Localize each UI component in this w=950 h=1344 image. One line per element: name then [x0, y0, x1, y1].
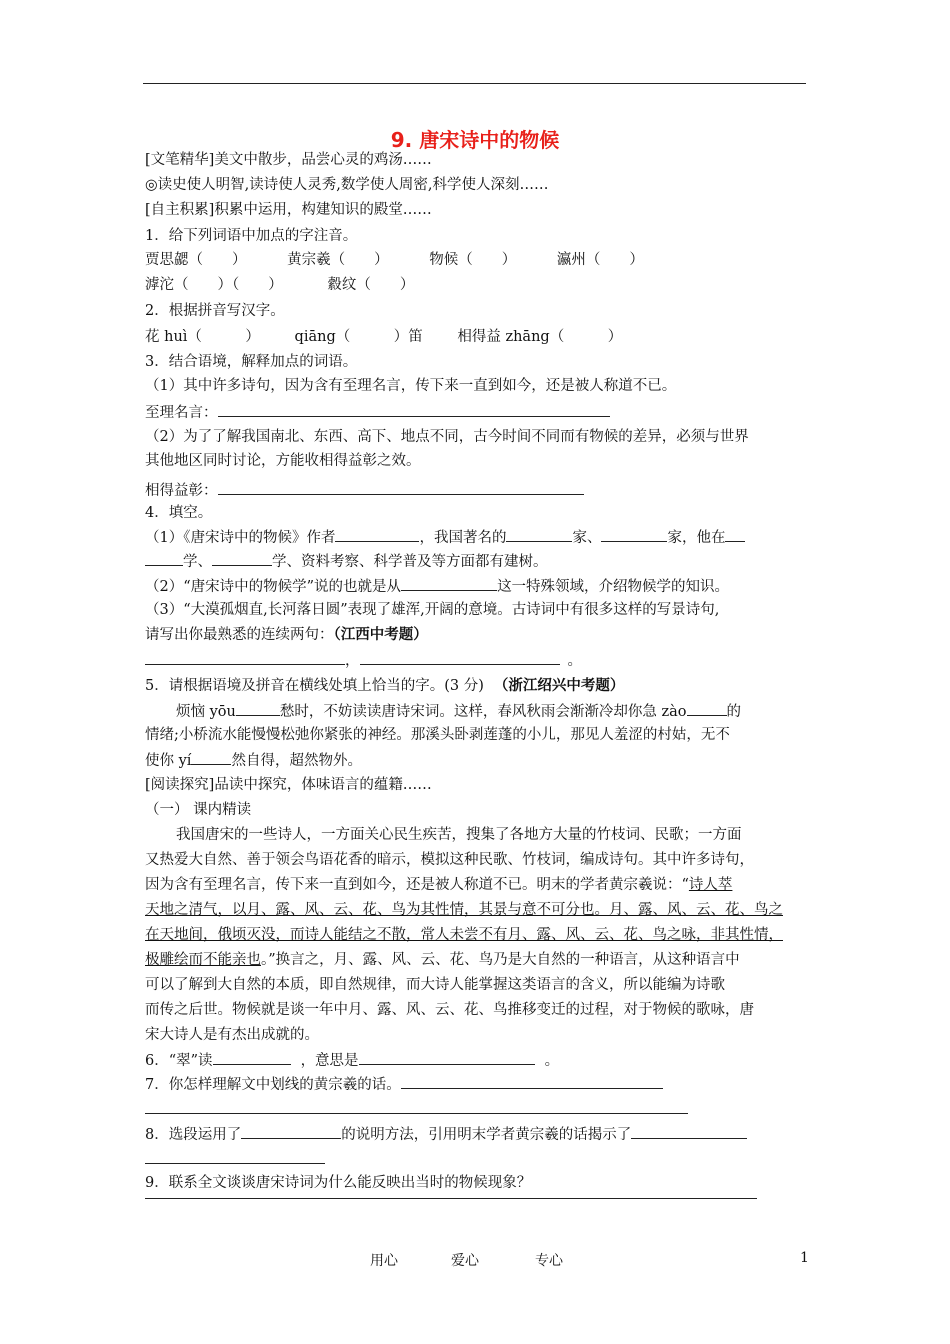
q9: 9．联系全文谈谈唐宋诗词为什么能反映出当时的物候现象？ [145, 1175, 532, 1191]
q3-sentence-2b: 其他地区同时讨论，方能收相得益彰之效。 [145, 453, 421, 469]
answer-blank[interactable] [212, 551, 272, 566]
exam-source-tag: （江西中考题） [333, 626, 428, 643]
answer-blank[interactable] [145, 551, 183, 566]
section-writing: [文笔精华]美文中散步，品尝心灵的鸡汤…… [145, 152, 432, 168]
q1-word-5: 滹沱（ ）（ ） [145, 277, 283, 293]
passage-line: 因为含有至理名言，传下来一直到如今，还是被人称道不已。明末的学者黄宗羲说：“诗人萃 [145, 877, 733, 893]
exam-source-tag: （浙江绍兴中考题） [493, 677, 625, 694]
q3-stem: 3．结合语境，解释加点的词语。 [145, 354, 358, 370]
answer-blank[interactable] [725, 527, 745, 542]
q2-items [145, 327, 622, 347]
page-number: 1 [800, 1250, 809, 1266]
q1-stem: 1．给下列词语中加点的字注音。 [145, 228, 358, 244]
q4-item-2: （2）“唐宋诗中的物候学”说的也就是从 这一特殊领域，介绍物候学的知识。 [145, 576, 729, 597]
q5-text-1: 烦恼 yōu 愁时，不妨读读唐诗宋词。这样，春风秋雨会渐渐冷却你急 zào 的 [176, 701, 741, 722]
answer-blank[interactable] [601, 527, 667, 542]
answer-line[interactable] [145, 1113, 688, 1114]
header-rule [143, 83, 806, 84]
q1-word-2: 黄宗羲（ ） [287, 252, 389, 268]
q1-word-1: 贾思勰（ ） [145, 252, 247, 268]
passage-line: 而传之后世。物候就是谈一年中月、露、风、云、花、鸟推移变迁的过程，对于物候的歌咏，唐 [145, 1002, 754, 1018]
q2-stem: 2．根据拼音写汉字。 [145, 303, 285, 319]
underlined-quote: 极雕绘而不能亲也 [145, 952, 261, 968]
section-reading: [阅读探究]品读中探究，体味语言的蕴籍…… [145, 777, 432, 793]
answer-blank[interactable] [236, 701, 280, 716]
answer-blank[interactable] [218, 402, 610, 417]
q3-sentence-2a: （2）为了了解我国南北、东西、高下、地点不同，古今时间不同而有物候的差异，必须与世界 [145, 429, 749, 445]
passage-line: 宋大诗人是有杰出成就的。 [145, 1027, 319, 1043]
q3-sentence-1: （1）其中许多诗句，因为含有至理名言，传下来一直到如今，还是被人称道不已。 [145, 378, 677, 394]
q5-text-3: 使你 yí 然自得，超然物外。 [145, 750, 362, 771]
answer-blank[interactable] [401, 576, 497, 591]
page-title: 9. 唐宋诗中的物候 [390, 128, 560, 152]
passage-line: 又热爱大自然、善于领会鸟语花香的暗示，模拟这种民歌、竹枝词，编成诗句。其中许多诗句， [145, 852, 754, 868]
q1-words-row2 [145, 275, 414, 295]
answer-blank[interactable] [213, 1050, 291, 1065]
passage-line: 我国唐宋的一些诗人，一方面关心民生疾苦，搜集了各地方大量的竹枝词、民歌；一方面 [176, 827, 742, 843]
footer-motto-3: 专心 [535, 1253, 563, 1269]
q3-label-1: 至理名言： [145, 402, 610, 423]
q4-item-3c: ， 。 [145, 650, 582, 671]
underlined-quote: 诗人萃 [688, 877, 733, 893]
answer-blank[interactable] [218, 480, 584, 495]
quote-line: ◎读史使人明智,读诗使人灵秀,数学使人周密,科学使人深刻…… [145, 177, 549, 193]
q3-label-2: 相得益彰： [145, 480, 584, 501]
answer-line[interactable] [145, 1163, 325, 1164]
answer-blank[interactable] [145, 650, 345, 665]
answer-line[interactable] [145, 1198, 757, 1199]
subsection-intensive: （一） 课内精读 [145, 802, 252, 818]
q2-item-2: qiāng（ ）笛 [294, 329, 423, 345]
answer-blank[interactable] [631, 1124, 747, 1139]
q4-stem: 4．填空。 [145, 505, 213, 521]
q4-item-1a: （1）《唐宋诗中的物候》作者 ，我国著名的 家、 家，他在 [145, 527, 745, 548]
answer-blank[interactable] [360, 650, 560, 665]
q2-item-3: 相得益 zhāng（ ） [457, 329, 623, 345]
answer-blank[interactable] [241, 1124, 341, 1139]
q1-words-row1 [145, 250, 644, 270]
q5-stem: 5．请根据语境及拼音在横线处填上恰当的字。(3 分) （浙江绍兴中考题） [145, 677, 625, 694]
answer-blank[interactable] [191, 750, 231, 765]
q4-item-3b: 请写出你最熟悉的连续两句：（江西中考题） [145, 626, 428, 643]
answer-blank[interactable] [401, 1074, 663, 1089]
q5-text-2: 情绪;小桥流水能慢慢松弛你紧张的神经。那溪头卧剥莲蓬的小儿，那见人羞涩的村姑，无不 [145, 727, 730, 743]
q1-word-6: 縠纹（ ） [327, 277, 415, 293]
passage-line: 可以了解到大自然的本质，即自然规律，而大诗人能掌握这类语言的含义，所以能编为诗歌 [145, 977, 725, 993]
underlined-quote: 在天地间，俄顷灭没，而诗人能结之不散，常人未尝不有月、露、风、云、花、鸟之咏，非其性情， [145, 927, 783, 943]
q1-word-3: 物候（ ） [429, 252, 517, 268]
q8: 8．选段运用了 的说明方法，引用明末学者黄宗羲的话揭示了 [145, 1124, 747, 1145]
q7: 7．你怎样理解文中划线的黄宗羲的话。 [145, 1074, 663, 1095]
passage-line: 极雕绘而不能亲也。”换言之，月、露、风、云、花、鸟乃是大自然的一种语言，从这种语言中 [145, 952, 740, 968]
q4-item-3a: （3）“大漠孤烟直,长河落日圆”表现了雄浑,开阔的意境。古诗词中有很多这样的写景诗句, [145, 602, 720, 618]
footer-motto-2: 爱心 [451, 1253, 479, 1269]
q4-item-1b: 学、 学、资料考察、科学普及等方面都有建树。 [145, 551, 548, 572]
q2-item-1: 花 huì（ ） [145, 329, 260, 345]
answer-blank[interactable] [359, 1050, 535, 1065]
underlined-quote: 天地之清气，以月、露、风、云、花、鸟为其性情，其景与意不可分也。月、露、风、云、花、鸟之 [145, 902, 783, 918]
answer-blank[interactable] [687, 701, 727, 716]
answer-blank[interactable] [506, 527, 572, 542]
q1-word-4: 瀛州（ ） [556, 252, 644, 268]
q6: 6．“翠”读 ，意思是 。 [145, 1050, 559, 1071]
answer-blank[interactable] [335, 527, 419, 542]
section-accumulation: [自主积累]积累中运用，构建知识的殿堂…… [145, 202, 432, 218]
footer-motto-1: 用心 [370, 1253, 398, 1269]
